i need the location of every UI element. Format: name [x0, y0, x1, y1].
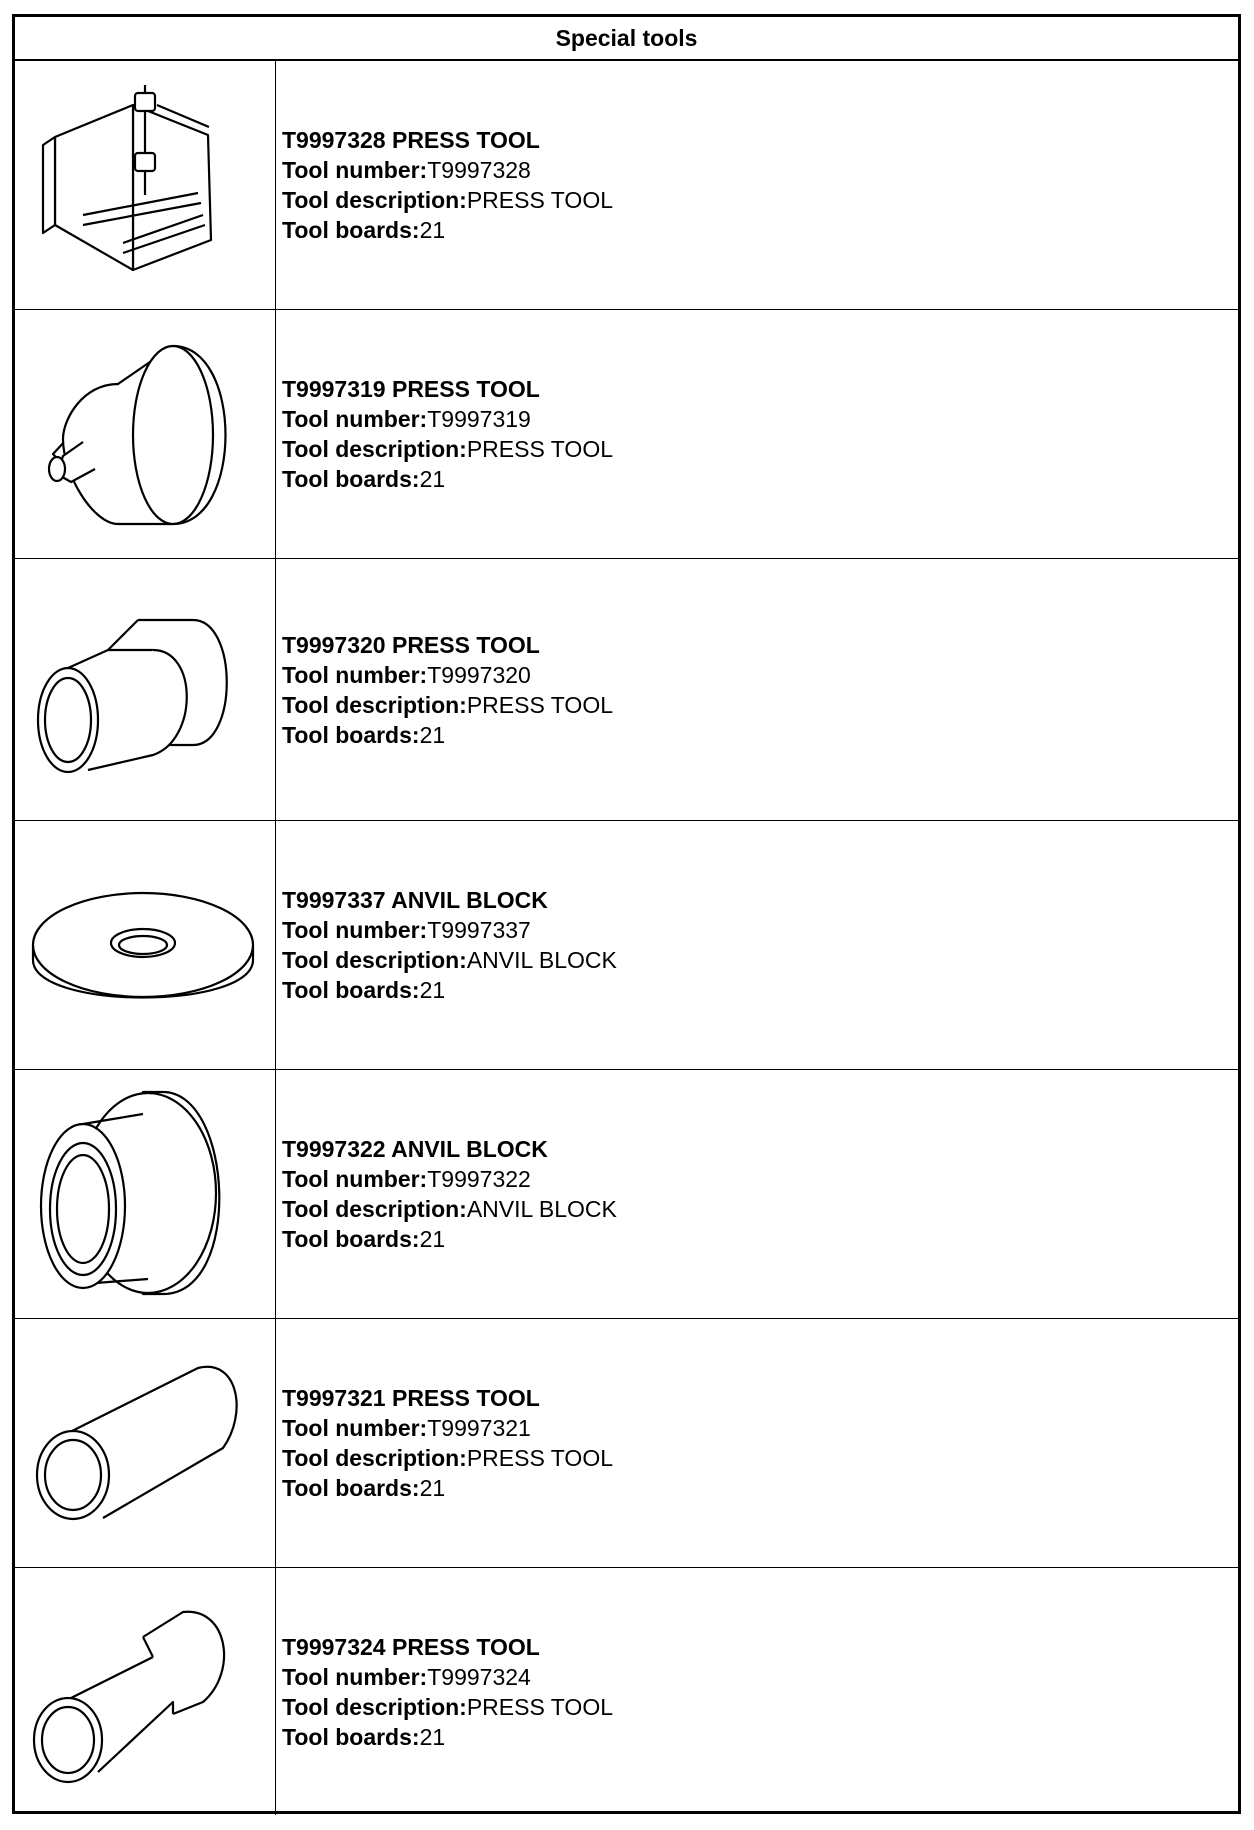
- tool-row: [15, 1070, 1238, 1319]
- tool-boards: 21: [419, 1226, 446, 1252]
- tool-boards: 21: [419, 977, 446, 1003]
- tool-heading: T9997328 PRESS TOOL: [282, 127, 540, 153]
- tool-number: T9997328: [427, 157, 531, 183]
- tool-heading: T9997321 PRESS TOOL: [282, 1385, 540, 1411]
- tool-heading: T9997337 ANVIL BLOCK: [282, 887, 548, 913]
- special-tools-table: [12, 14, 1241, 1814]
- tool-number: T9997322: [427, 1166, 531, 1192]
- tool-number-line: Tool number:T9997322: [282, 1166, 531, 1192]
- collared-sleeve-icon: [23, 1582, 268, 1802]
- flanged-anvil-icon: [23, 1084, 268, 1304]
- tool-boards-line: Tool boards:21: [282, 1226, 446, 1252]
- tool-heading: T9997319 PRESS TOOL: [282, 376, 540, 402]
- tool-description: PRESS TOOL: [466, 187, 613, 213]
- tool-number: T9997320: [427, 661, 531, 688]
- tool-description: PRESS TOOL: [466, 691, 613, 718]
- tool-boards-line: Tool boards:21: [282, 466, 446, 492]
- tool-description-line: Tool description:ANVIL BLOCK: [282, 947, 617, 973]
- tool-boards: 21: [419, 466, 446, 492]
- tool-description-line: Tool description:PRESS TOOL: [282, 187, 613, 213]
- tool-number: T9997319: [427, 406, 531, 432]
- tool-description: PRESS TOOL: [466, 1445, 613, 1471]
- tool-description-line: Tool description:PRESS TOOL: [282, 1693, 613, 1720]
- tool-row: [15, 559, 1238, 821]
- tool-row: [15, 61, 1238, 310]
- tool-boards: 21: [419, 1475, 446, 1501]
- tool-number-line: Tool number:T9997324: [282, 1663, 531, 1690]
- tool-boards-line: Tool boards:21: [282, 721, 446, 748]
- tool-description-line: Tool description:PRESS TOOL: [282, 1445, 613, 1471]
- tool-boards: 21: [419, 721, 446, 748]
- tool-description: ANVIL BLOCK: [466, 947, 617, 973]
- tool-row: [15, 310, 1238, 559]
- tool-number-line: Tool number:T9997328: [282, 157, 531, 183]
- tool-row: [15, 821, 1238, 1070]
- tool-boards-line: Tool boards:21: [282, 1723, 446, 1750]
- tool-number-line: Tool number:T9997337: [282, 917, 531, 943]
- anvil-disc-icon: [23, 835, 268, 1055]
- tool-number: T9997324: [427, 1663, 531, 1690]
- tool-description-line: Tool description:PRESS TOOL: [282, 436, 613, 462]
- tool-description: PRESS TOOL: [466, 436, 613, 462]
- stepped-sleeve-icon: [23, 580, 268, 800]
- tool-boards: 21: [419, 217, 446, 243]
- tool-boards: 21: [419, 1723, 446, 1750]
- tool-description-line: Tool description:PRESS TOOL: [282, 691, 613, 718]
- tool-row: [15, 1319, 1238, 1568]
- tool-heading: T9997322 ANVIL BLOCK: [282, 1136, 548, 1162]
- tool-boards-line: Tool boards:21: [282, 217, 446, 243]
- pilot-press-tool-icon: [23, 324, 268, 544]
- tube-sleeve-icon: [23, 1333, 268, 1553]
- table-title: Special tools: [15, 17, 1238, 61]
- tool-boards-line: Tool boards:21: [282, 1475, 446, 1501]
- tool-heading: T9997320 PRESS TOOL: [282, 631, 540, 658]
- tool-number-line: Tool number:T9997320: [282, 661, 531, 688]
- tool-number-line: Tool number:T9997319: [282, 406, 531, 432]
- tool-heading: T9997324 PRESS TOOL: [282, 1633, 540, 1660]
- tool-number-line: Tool number:T9997321: [282, 1415, 531, 1441]
- tool-description-line: Tool description:ANVIL BLOCK: [282, 1196, 617, 1222]
- tool-row: [15, 1568, 1238, 1815]
- tool-number: T9997337: [427, 917, 531, 943]
- tool-boards-line: Tool boards:21: [282, 977, 446, 1003]
- tool-number: T9997321: [427, 1415, 531, 1441]
- tool-description: ANVIL BLOCK: [466, 1196, 617, 1222]
- press-frame-icon: [23, 75, 268, 295]
- tool-description: PRESS TOOL: [466, 1693, 613, 1720]
